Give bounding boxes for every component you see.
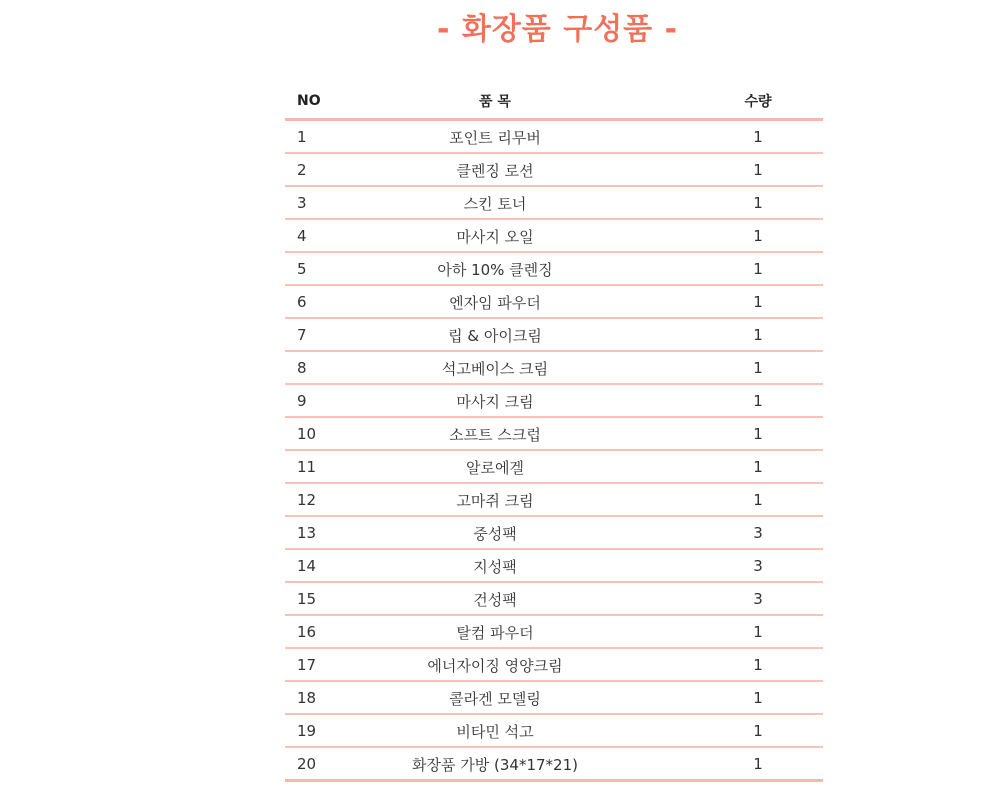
table-row: [285, 122, 823, 154]
row-qty: 1: [753, 128, 763, 146]
row-qty: 1: [753, 392, 763, 410]
table-row: [285, 320, 823, 352]
row-qty: 1: [753, 326, 763, 344]
row-no: 9: [297, 392, 307, 410]
table-row: [285, 617, 823, 649]
row-item: 립 & 아이크림: [448, 326, 542, 345]
table-row: [285, 650, 823, 682]
row-qty: 3: [753, 524, 763, 542]
row-no: 14: [297, 557, 317, 575]
table-row: [285, 254, 823, 286]
row-item: 마사지 크림: [456, 392, 534, 411]
row-no: 10: [297, 425, 317, 443]
row-item: 고마쥐 크림: [456, 491, 534, 510]
row-item: 건성팩: [473, 590, 517, 609]
row-qty: 1: [753, 656, 763, 674]
row-qty: 3: [753, 590, 763, 608]
table-header-row: [285, 84, 823, 121]
header-qty: 수량: [744, 94, 772, 110]
table-row: [285, 584, 823, 616]
row-qty: 1: [753, 293, 763, 311]
row-item: 콜라겐 모델링: [449, 689, 541, 708]
row-no: 7: [297, 326, 307, 344]
row-item: 에너자이징 영양크림: [427, 656, 563, 675]
row-no: 3: [297, 194, 307, 212]
row-no: 20: [297, 755, 317, 773]
row-no: 6: [297, 293, 307, 311]
row-qty: 3: [753, 557, 763, 575]
row-qty: 1: [753, 623, 763, 641]
row-no: 1: [297, 128, 307, 146]
row-item: 포인트 리무버: [449, 128, 541, 147]
row-item: 아하 10% 클렌징: [437, 260, 553, 279]
row-no: 15: [297, 590, 317, 608]
row-qty: 1: [753, 260, 763, 278]
row-no: 2: [297, 161, 307, 179]
table-row: [285, 353, 823, 385]
row-item: 스킨 토너: [463, 194, 527, 213]
row-item: 석고베이스 크림: [441, 359, 549, 378]
table-row: [285, 155, 823, 187]
row-qty: 1: [753, 755, 763, 773]
table-row: [285, 287, 823, 319]
table-row: [285, 221, 823, 253]
row-item: 지성팩: [473, 557, 517, 576]
table-row: [285, 518, 823, 550]
components-table: [285, 84, 823, 783]
row-qty: 1: [753, 722, 763, 740]
row-no: 18: [297, 689, 317, 707]
row-item: 엔자임 파우더: [449, 293, 541, 312]
row-no: 16: [297, 623, 317, 641]
table-row: [285, 485, 823, 517]
row-no: 11: [297, 458, 317, 476]
table-body: [285, 122, 823, 782]
row-no: 12: [297, 491, 317, 509]
row-no: 5: [297, 260, 307, 278]
row-qty: 1: [753, 425, 763, 443]
table-row: [285, 716, 823, 748]
row-qty: 1: [753, 491, 763, 509]
header-item: 품 목: [479, 94, 511, 110]
table-row: [285, 551, 823, 583]
row-no: 17: [297, 656, 317, 674]
row-item: 알로에겔: [466, 458, 524, 477]
row-qty: 1: [753, 194, 763, 212]
row-qty: 1: [753, 359, 763, 377]
table-row: [285, 683, 823, 715]
table-row: [285, 188, 823, 220]
row-item: 마사지 오일: [456, 227, 534, 246]
row-no: 4: [297, 227, 307, 245]
page-title: - 화장품 구성품 -: [436, 12, 679, 47]
row-no: 19: [297, 722, 317, 740]
row-item: 중성팩: [473, 524, 517, 543]
table-row: [285, 749, 823, 782]
row-qty: 1: [753, 689, 763, 707]
table-row: [285, 419, 823, 451]
row-item: 비타민 석고: [456, 722, 534, 741]
header-no: NO: [297, 93, 321, 109]
table-row: [285, 386, 823, 418]
row-qty: 1: [753, 161, 763, 179]
row-no: 8: [297, 359, 307, 377]
row-item: 클렌징 로션: [456, 161, 534, 180]
row-item: 탈컴 파우더: [456, 623, 534, 642]
row-qty: 1: [753, 458, 763, 476]
table-row: [285, 452, 823, 484]
row-item: 소프트 스크럽: [449, 425, 541, 444]
row-qty: 1: [753, 227, 763, 245]
row-no: 13: [297, 524, 317, 542]
row-item: 화장품 가방 (34*17*21): [412, 755, 578, 774]
